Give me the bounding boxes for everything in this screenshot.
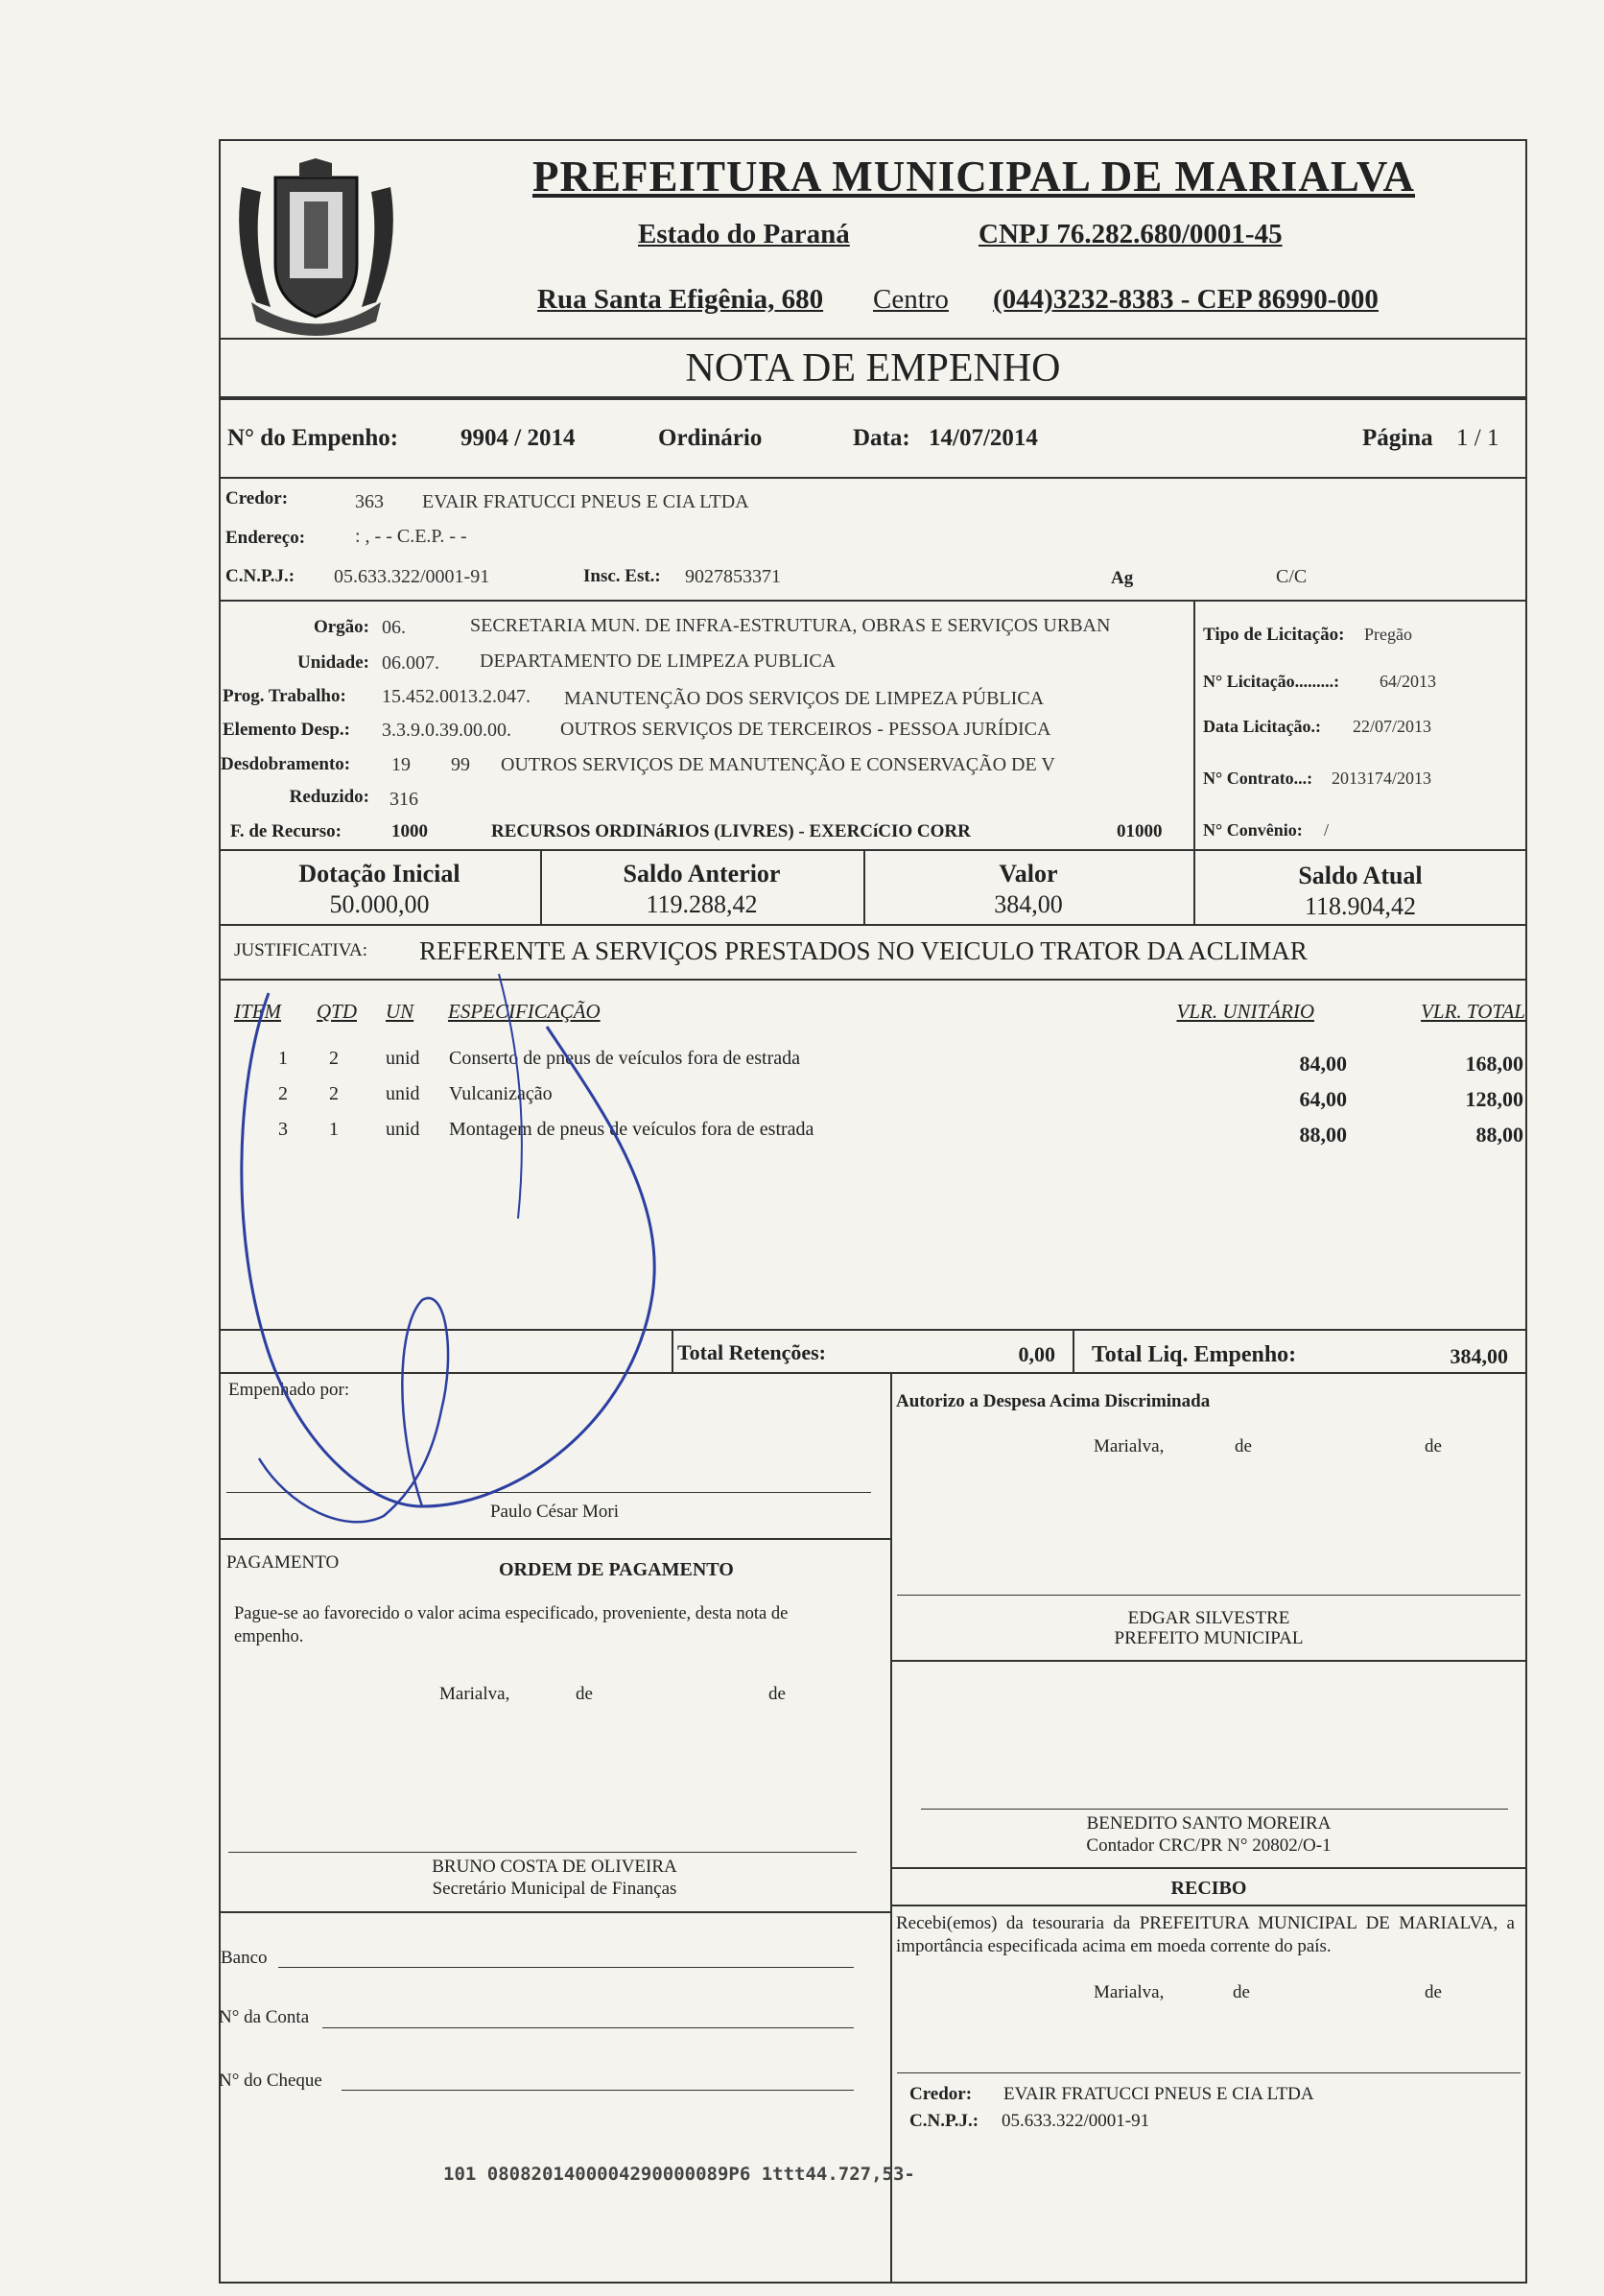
orgao-label: Orgão: bbox=[313, 617, 369, 637]
autorizo-city: Marialva, bbox=[1094, 1436, 1165, 1456]
footer-code: 101 0808201400004290000089P6 1ttt44.727,53- bbox=[443, 2164, 915, 2185]
item-number: 1 bbox=[278, 1048, 288, 1069]
item-total-value: 88,00 bbox=[1475, 1123, 1523, 1147]
desdobramento-label: Desdobramento: bbox=[221, 754, 351, 774]
autorizo-de1: de bbox=[1235, 1436, 1252, 1456]
recibo-cnpj-value: 05.633.322/0001-91 bbox=[1002, 2111, 1150, 2131]
elemento-name: OUTROS SERVIÇOS DE TERCEIROS - PESSOA JURÍDICA bbox=[560, 719, 1051, 740]
divider-vertical bbox=[1193, 600, 1195, 849]
cnpj-value: 05.633.322/0001-91 bbox=[334, 566, 490, 587]
item-total-value: 128,00 bbox=[1465, 1087, 1523, 1111]
saldo-atual-value: 118.904,42 bbox=[1304, 892, 1417, 920]
empenho-date: 14/07/2014 bbox=[929, 425, 1038, 451]
conta-line bbox=[322, 2027, 854, 2028]
dotacao-label: Dotação Inicial bbox=[298, 860, 460, 888]
prog-code: 15.452.0013.2.047. bbox=[382, 686, 531, 707]
signature-line bbox=[897, 1595, 1521, 1596]
signature-line bbox=[921, 1809, 1508, 1810]
numero-licitacao-value: 64/2013 bbox=[1380, 672, 1437, 691]
reduzido-value: 316 bbox=[389, 789, 418, 810]
header-street: Rua Santa Efigênia, 680 bbox=[537, 284, 824, 315]
ag-label: Ag bbox=[1111, 568, 1134, 588]
col-un: UN bbox=[386, 1000, 414, 1023]
col-vlr-total: VLR. TOTAL bbox=[1421, 1000, 1525, 1023]
ordem-pagamento-label: ORDEM DE PAGAMENTO bbox=[499, 1559, 734, 1580]
tipo-licitacao-label: Tipo de Licitação: bbox=[1203, 625, 1345, 645]
data-licitacao-label: Data Licitação.: bbox=[1203, 717, 1321, 736]
item-qtd: 2 bbox=[329, 1048, 339, 1069]
divider bbox=[890, 1867, 1527, 1869]
empenhado-name: Paulo César Mori bbox=[489, 1502, 620, 1522]
valor-value: 384,00 bbox=[994, 890, 1063, 918]
unidade-name: DEPARTAMENTO DE LIMPEZA PUBLICA bbox=[480, 651, 837, 672]
credor-code: 363 bbox=[355, 491, 384, 512]
elemento-code: 3.3.9.0.39.00.00. bbox=[382, 720, 511, 741]
item-qtd: 1 bbox=[329, 1119, 339, 1140]
financas-signer-name: BRUNO COSTA DE OLIVEIRA bbox=[432, 1857, 677, 1877]
saldo-anterior-value: 119.288,42 bbox=[646, 890, 758, 918]
recibo-label: RECIBO bbox=[1170, 1878, 1247, 1899]
item-un: unid bbox=[386, 1083, 420, 1104]
item-especificacao: Vulcanização bbox=[449, 1083, 553, 1104]
divider bbox=[219, 1538, 890, 1540]
handwritten-signature bbox=[230, 969, 691, 1535]
col-qtd: QTD bbox=[317, 1000, 358, 1023]
divider bbox=[219, 600, 1527, 602]
orgao-code: 06. bbox=[382, 617, 406, 638]
empenhado-label: Empenhado por: bbox=[228, 1380, 350, 1400]
desdobramento-b: 99 bbox=[451, 754, 470, 775]
divider bbox=[890, 1660, 1527, 1662]
header-district: Centro bbox=[873, 284, 949, 315]
divider bbox=[219, 477, 1527, 479]
financas-signer-role: Secretário Municipal de Finanças bbox=[432, 1879, 677, 1899]
recibo-text: Recebi(emos) da tesouraria da PREFEITURA MUNICIPAL DE MARIALVA, a importância especificada acima em moeda corrente do país. bbox=[896, 1913, 1515, 1956]
credor-name: EVAIR FRATUCCI PNEUS E CIA LTDA bbox=[422, 491, 749, 512]
recibo-credor-name: EVAIR FRATUCCI PNEUS E CIA LTDA bbox=[1003, 2084, 1314, 2104]
divider bbox=[890, 1905, 1527, 1906]
item-number: 3 bbox=[278, 1119, 288, 1140]
col-especificacao: ESPECIFICAÇÃO bbox=[448, 1000, 601, 1023]
header-cnpj: CNPJ 76.282.680/0001-45 bbox=[979, 219, 1283, 249]
contador-name: BENEDITO SANTO MOREIRA bbox=[1086, 1813, 1332, 1834]
autorizo-de2: de bbox=[1425, 1436, 1442, 1456]
col-vlr-unitario: VLR. UNITÁRIO bbox=[1176, 1000, 1314, 1023]
total-liquido-label: Total Liq. Empenho: bbox=[1092, 1342, 1297, 1367]
endereco-label: Endereço: bbox=[225, 528, 306, 548]
cheque-label: N° do Cheque bbox=[219, 2071, 322, 2091]
justificativa-label: JUSTIFICATIVA: bbox=[234, 940, 368, 960]
recurso-number: 01000 bbox=[1117, 821, 1163, 841]
elemento-label: Elemento Desp.: bbox=[223, 720, 350, 740]
item-especificacao: Montagem de pneus de veículos fora de estrada bbox=[449, 1119, 814, 1140]
item-number: 2 bbox=[278, 1083, 288, 1104]
orgao-name: SECRETARIA MUN. DE INFRA-ESTRUTURA, OBRAS E SERVIÇOS URBAN bbox=[470, 615, 1111, 636]
empenho-number: 9904 / 2014 bbox=[460, 425, 576, 451]
prefeito-name: EDGAR SILVESTRE bbox=[1127, 1608, 1290, 1628]
saldo-anterior-label: Saldo Anterior bbox=[623, 860, 781, 888]
cheque-line bbox=[342, 2090, 854, 2091]
contrato-value: 2013174/2013 bbox=[1332, 769, 1432, 788]
coat-of-arms-logo bbox=[213, 158, 419, 345]
unidade-label: Unidade: bbox=[297, 652, 369, 673]
item-un: unid bbox=[386, 1119, 420, 1140]
divider bbox=[219, 1911, 890, 1913]
conta-label: N° da Conta bbox=[219, 2007, 310, 2027]
prog-label: Prog. Trabalho: bbox=[223, 686, 346, 706]
convenio-value: / bbox=[1324, 820, 1330, 840]
document-title: NOTA DE EMPENHO bbox=[685, 346, 1061, 391]
header-phone-cep: (044)3232-8383 - CEP 86990-000 bbox=[993, 284, 1379, 315]
total-retencoes-value: 0,00 bbox=[1018, 1342, 1055, 1366]
desdobramento-name: OUTROS SERVIÇOS DE MANUTENÇÃO E CONSERVAÇÃO DE V bbox=[501, 754, 1055, 775]
divider bbox=[219, 849, 1527, 851]
credor-label: Credor: bbox=[225, 488, 289, 509]
total-liquido-value: 384,00 bbox=[1450, 1344, 1508, 1368]
empenho-label: N° do Empenho: bbox=[227, 425, 399, 451]
insc-label: Insc. Est.: bbox=[583, 566, 661, 586]
header-state: Estado do Paraná bbox=[638, 219, 850, 249]
empenho-date-label: Data: bbox=[853, 425, 910, 451]
insc-value: 9027853371 bbox=[685, 566, 781, 587]
tipo-licitacao-value: Pregão bbox=[1364, 625, 1412, 644]
convenio-label: N° Convênio: bbox=[1203, 820, 1303, 840]
desdobramento-a: 19 bbox=[391, 754, 411, 775]
endereco-value: : , - - C.E.P. - - bbox=[355, 526, 467, 547]
page-number: 1 / 1 bbox=[1456, 425, 1499, 451]
pagamento-label: PAGAMENTO bbox=[226, 1552, 340, 1573]
autorizo-label: Autorizo a Despesa Acima Discriminada bbox=[896, 1391, 1211, 1411]
signature-line bbox=[228, 1852, 857, 1853]
recibo-credor-label: Credor: bbox=[909, 2084, 973, 2104]
recurso-code: 1000 bbox=[391, 821, 428, 841]
divider bbox=[219, 924, 1527, 926]
numero-licitacao-label: N° Licitação.........: bbox=[1203, 672, 1340, 691]
saldo-atual-label: Saldo Atual bbox=[1298, 862, 1423, 889]
pagamento-de2: de bbox=[768, 1684, 786, 1704]
banco-label: Banco bbox=[221, 1948, 268, 1968]
col-item: ITEM bbox=[234, 1000, 281, 1023]
item-total-value: 168,00 bbox=[1465, 1052, 1523, 1076]
divider-vertical bbox=[1073, 1329, 1074, 1372]
justificativa-text: REFERENTE A SERVIÇOS PRESTADOS NO VEICULO TRATOR DA ACLIMAR bbox=[419, 936, 1308, 965]
pagamento-city: Marialva, bbox=[439, 1684, 510, 1704]
empenho-type: Ordinário bbox=[658, 425, 763, 451]
item-especificacao: Conserto de pneus de veículos fora de estrada bbox=[449, 1048, 800, 1069]
contrato-label: N° Contrato...: bbox=[1203, 769, 1313, 788]
recurso-label: F. de Recurso: bbox=[230, 821, 342, 841]
item-unit-value: 84,00 bbox=[1299, 1052, 1347, 1076]
pagamento-de1: de bbox=[576, 1684, 593, 1704]
header-title: PREFEITURA MUNICIPAL DE MARIALVA bbox=[531, 153, 1416, 201]
recibo-city: Marialva, bbox=[1094, 1982, 1165, 2002]
banco-line bbox=[278, 1967, 854, 1968]
recurso-name: RECURSOS ORDINáRIOS (LIVRES) - EXERCíCIO CORR bbox=[491, 821, 971, 841]
item-qtd: 2 bbox=[329, 1083, 339, 1104]
item-unit-value: 88,00 bbox=[1299, 1123, 1347, 1147]
data-licitacao-value: 22/07/2013 bbox=[1353, 717, 1432, 736]
recibo-de1: de bbox=[1233, 1982, 1250, 2002]
item-un: unid bbox=[386, 1048, 420, 1069]
item-unit-value: 64,00 bbox=[1299, 1087, 1347, 1111]
contador-role: Contador CRC/PR N° 20802/O-1 bbox=[1086, 1835, 1332, 1856]
cnpj-label: C.N.P.J.: bbox=[225, 566, 295, 586]
valor-label: Valor bbox=[999, 860, 1058, 888]
unidade-code: 06.007. bbox=[382, 652, 439, 674]
prog-name: MANUTENÇÃO DOS SERVIÇOS DE LIMPEZA PÚBLICA bbox=[564, 688, 1045, 709]
recibo-cnpj-label: C.N.P.J.: bbox=[909, 2111, 979, 2131]
signature-line bbox=[897, 2072, 1521, 2073]
cc-label: C/C bbox=[1276, 566, 1308, 587]
page-label: Página bbox=[1362, 425, 1433, 451]
total-retencoes-label: Total Retenções: bbox=[677, 1340, 826, 1364]
recibo-de2: de bbox=[1425, 1982, 1442, 2002]
prefeito-role: PREFEITO MUNICIPAL bbox=[1114, 1628, 1304, 1648]
reduzido-label: Reduzido: bbox=[289, 787, 369, 807]
pagamento-text: Pague-se ao favorecido o valor acima especificado, proveniente, desta nota de empenho. bbox=[234, 1604, 789, 1646]
dotacao-value: 50.000,00 bbox=[329, 890, 430, 918]
